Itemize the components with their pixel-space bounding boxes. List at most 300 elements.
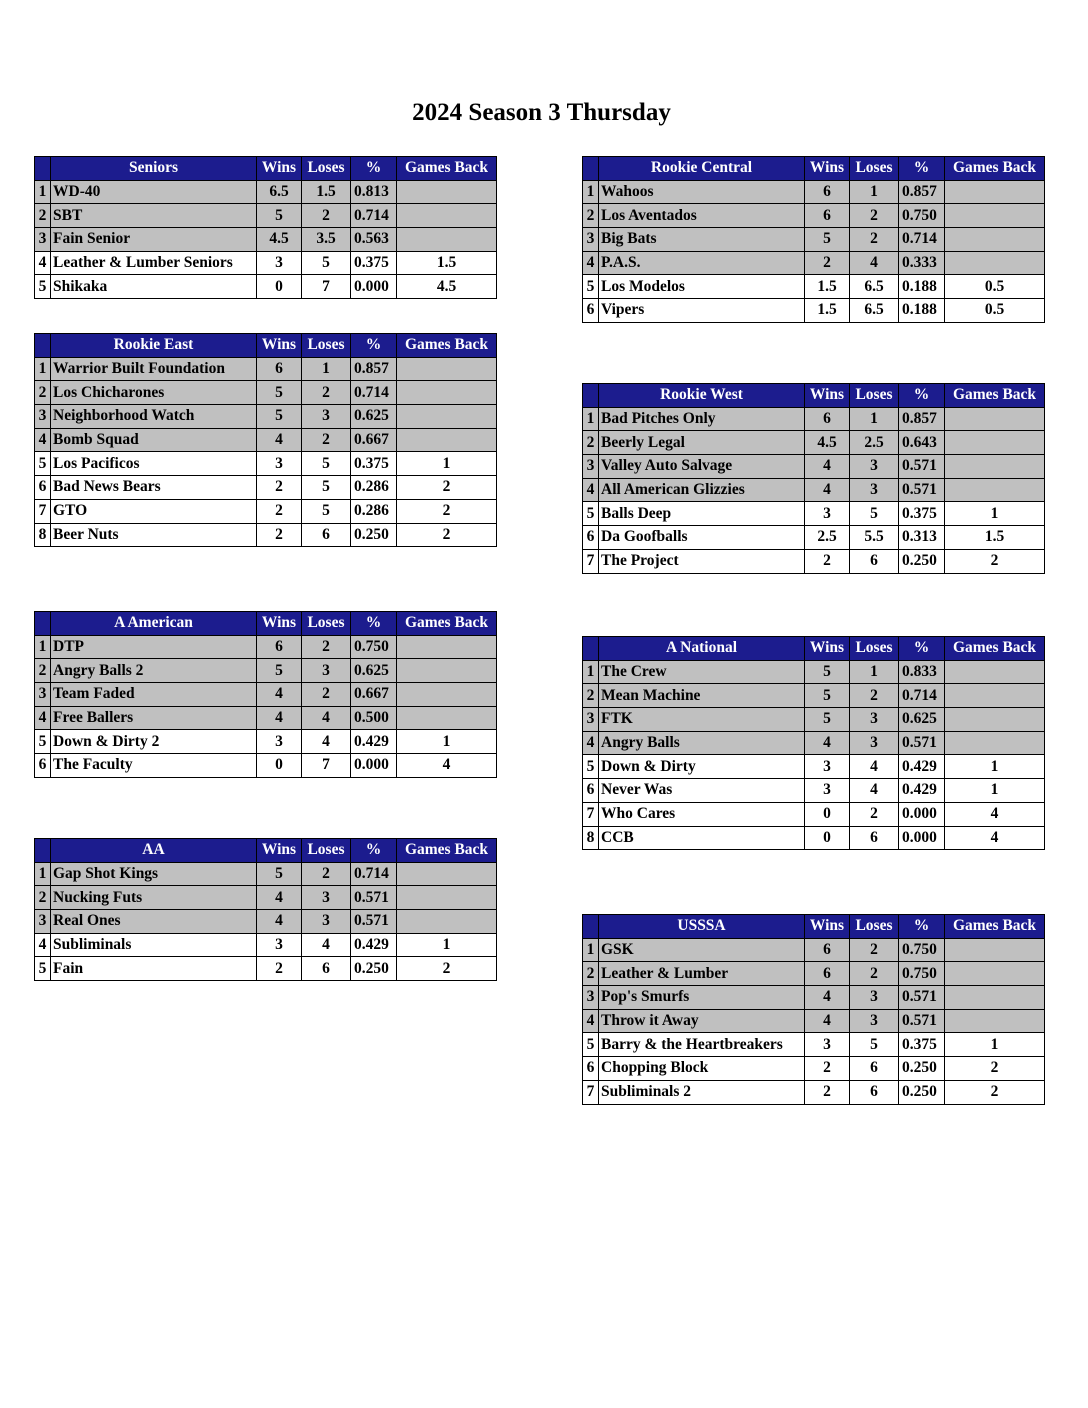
wins-value: 0: [257, 754, 302, 778]
table-row: [583, 731, 1045, 755]
standings-table-aa: [34, 838, 497, 981]
table-row: [583, 1033, 1045, 1057]
games-back-value: [397, 706, 497, 730]
games-back-value: 1: [945, 1033, 1045, 1057]
pct-value: 0.643: [899, 431, 945, 455]
table-header-row: [583, 384, 1045, 408]
pct-value: 0.571: [899, 478, 945, 502]
table-row: [583, 455, 1045, 479]
team-name: Team Faded: [51, 683, 257, 707]
games-back-value: [945, 204, 1045, 228]
wins-value: 2: [805, 251, 850, 275]
table-row: [35, 476, 497, 500]
pct-value: 0.250: [351, 523, 397, 547]
team-name: Fain Senior: [51, 228, 257, 252]
loses-value: 5: [850, 1033, 899, 1057]
loses-header: Loses: [850, 915, 899, 939]
pct-value: 0.571: [351, 910, 397, 934]
pct-value: 0.000: [899, 802, 945, 826]
pct-value: 0.714: [899, 684, 945, 708]
team-rank: 3: [35, 683, 51, 707]
pct-value: 0.313: [899, 526, 945, 550]
games-back-value: 1: [945, 779, 1045, 803]
games-back-value: 2: [945, 1080, 1045, 1104]
team-name: GSK: [599, 938, 805, 962]
loses-value: 2: [850, 802, 899, 826]
loses-value: 5: [850, 502, 899, 526]
wins-value: 4: [805, 478, 850, 502]
loses-value: 3: [302, 910, 351, 934]
wins-value: 5: [257, 659, 302, 683]
games-back-header: Games Back: [397, 612, 497, 636]
pct-value: 0.375: [351, 251, 397, 275]
loses-header: Loses: [302, 612, 351, 636]
wins-value: 4: [257, 910, 302, 934]
games-back-value: [397, 886, 497, 910]
team-name: Bad News Bears: [51, 476, 257, 500]
team-rank: 3: [35, 228, 51, 252]
table-row: [583, 779, 1045, 803]
table-row: [583, 180, 1045, 204]
wins-value: 4: [805, 986, 850, 1010]
pct-value: 0.625: [351, 405, 397, 429]
team-rank: 5: [35, 730, 51, 754]
games-back-value: [397, 381, 497, 405]
team-name: Beer Nuts: [51, 523, 257, 547]
wins-value: 5: [257, 204, 302, 228]
pct-header: %: [899, 384, 945, 408]
team-name: Bad Pitches Only: [599, 407, 805, 431]
team-rank: 5: [583, 1033, 599, 1057]
team-rank: 6: [583, 526, 599, 550]
team-rank: 6: [35, 476, 51, 500]
loses-value: 3: [302, 886, 351, 910]
pct-value: 0.750: [899, 938, 945, 962]
pct-header: %: [351, 612, 397, 636]
team-rank: 3: [35, 910, 51, 934]
games-back-value: 2: [945, 549, 1045, 573]
loses-value: 2: [302, 862, 351, 886]
wins-value: 2: [257, 476, 302, 500]
pct-value: 0.250: [899, 1080, 945, 1104]
wins-value: 3: [805, 755, 850, 779]
rank-header: [35, 334, 51, 358]
division-name: USSSA: [599, 915, 805, 939]
loses-value: 5: [302, 499, 351, 523]
loses-value: 2.5: [850, 431, 899, 455]
wins-value: 6: [805, 407, 850, 431]
pct-header: %: [899, 157, 945, 181]
team-name: Los Aventados: [599, 204, 805, 228]
loses-value: 6.5: [850, 275, 899, 299]
wins-value: 4: [257, 706, 302, 730]
games-back-header: Games Back: [397, 157, 497, 181]
games-back-header: Games Back: [945, 915, 1045, 939]
pct-value: 0.667: [351, 428, 397, 452]
wins-value: 3: [805, 502, 850, 526]
loses-value: 4: [850, 251, 899, 275]
loses-value: 4: [850, 755, 899, 779]
pct-value: 0.563: [351, 228, 397, 252]
wins-value: 4: [805, 455, 850, 479]
pct-value: 0.857: [899, 180, 945, 204]
team-name: Angry Balls 2: [51, 659, 257, 683]
loses-value: 1: [850, 180, 899, 204]
team-rank: 6: [583, 779, 599, 803]
team-rank: 7: [35, 499, 51, 523]
table-row: [35, 730, 497, 754]
table-row: [35, 428, 497, 452]
team-rank: 1: [35, 357, 51, 381]
wins-value: 6: [805, 180, 850, 204]
standings-table-rookie-west: [582, 383, 1045, 574]
pct-value: 0.429: [351, 730, 397, 754]
pct-value: 0.750: [899, 204, 945, 228]
wins-value: 3: [257, 730, 302, 754]
team-rank: 6: [35, 754, 51, 778]
loses-header: Loses: [302, 334, 351, 358]
team-name: Subliminals 2: [599, 1080, 805, 1104]
table-row: [583, 407, 1045, 431]
loses-header: Loses: [302, 157, 351, 181]
games-back-value: [397, 635, 497, 659]
loses-value: 2: [302, 381, 351, 405]
team-rank: 1: [583, 938, 599, 962]
games-back-header: Games Back: [945, 157, 1045, 181]
wins-value: 6: [805, 204, 850, 228]
table-header-row: [35, 612, 497, 636]
division-name: AA: [51, 839, 257, 863]
loses-header: Loses: [302, 839, 351, 863]
wins-value: 5: [805, 660, 850, 684]
wins-value: 2: [257, 957, 302, 981]
games-back-value: [945, 180, 1045, 204]
team-name: Free Ballers: [51, 706, 257, 730]
team-rank: 2: [35, 659, 51, 683]
team-rank: 5: [583, 755, 599, 779]
wins-value: 4: [257, 428, 302, 452]
wins-value: 5: [805, 684, 850, 708]
table-row: [35, 862, 497, 886]
games-back-value: [945, 407, 1045, 431]
loses-value: 2: [302, 683, 351, 707]
team-name: Neighborhood Watch: [51, 405, 257, 429]
table-row: [35, 452, 497, 476]
team-name: Never Was: [599, 779, 805, 803]
team-rank: 7: [583, 1080, 599, 1104]
loses-value: 6: [302, 957, 351, 981]
team-name: Da Goofballs: [599, 526, 805, 550]
pct-value: 0.429: [899, 755, 945, 779]
standings-table-a-american: [34, 611, 497, 778]
games-back-header: Games Back: [397, 839, 497, 863]
team-rank: 2: [583, 204, 599, 228]
team-name: The Crew: [599, 660, 805, 684]
table-row: [35, 933, 497, 957]
team-rank: 2: [35, 381, 51, 405]
team-name: Beerly Legal: [599, 431, 805, 455]
games-back-value: 2: [397, 957, 497, 981]
loses-value: 7: [302, 754, 351, 778]
wins-header: Wins: [257, 157, 302, 181]
wins-value: 4: [805, 1009, 850, 1033]
loses-value: 7: [302, 275, 351, 299]
team-name: The Project: [599, 549, 805, 573]
wins-value: 6: [805, 938, 850, 962]
team-name: Big Bats: [599, 228, 805, 252]
rank-header: [583, 915, 599, 939]
division-name: Rookie East: [51, 334, 257, 358]
pct-value: 0.714: [899, 228, 945, 252]
team-rank: 7: [583, 802, 599, 826]
table-row: [35, 251, 497, 275]
games-back-value: 1.5: [945, 526, 1045, 550]
games-back-value: [397, 910, 497, 934]
rank-header: [583, 157, 599, 181]
loses-value: 2: [302, 204, 351, 228]
division-name: Rookie West: [599, 384, 805, 408]
table-row: [583, 275, 1045, 299]
wins-value: 2: [257, 523, 302, 547]
rank-header: [583, 384, 599, 408]
games-back-value: [397, 862, 497, 886]
table-row: [583, 660, 1045, 684]
rank-header: [35, 839, 51, 863]
loses-value: 5: [302, 476, 351, 500]
team-rank: 5: [583, 502, 599, 526]
loses-value: 4: [302, 706, 351, 730]
team-name: Throw it Away: [599, 1009, 805, 1033]
table-row: [583, 478, 1045, 502]
loses-value: 3: [850, 731, 899, 755]
standings-table-rookie-central: [582, 156, 1045, 323]
pct-value: 0.286: [351, 499, 397, 523]
loses-value: 1: [850, 407, 899, 431]
team-name: DTP: [51, 635, 257, 659]
team-rank: 2: [583, 431, 599, 455]
pct-header: %: [351, 334, 397, 358]
pct-value: 0.375: [899, 1033, 945, 1057]
rank-header: [35, 612, 51, 636]
team-rank: 4: [583, 478, 599, 502]
team-rank: 1: [35, 862, 51, 886]
wins-value: 0: [257, 275, 302, 299]
wins-value: 4: [805, 731, 850, 755]
loses-value: 2: [850, 962, 899, 986]
pct-value: 0.429: [351, 933, 397, 957]
wins-value: 6: [257, 357, 302, 381]
games-back-value: [945, 431, 1045, 455]
pct-value: 0.571: [899, 731, 945, 755]
rank-header: [35, 157, 51, 181]
wins-header: Wins: [805, 637, 850, 661]
games-back-value: [945, 986, 1045, 1010]
team-rank: 3: [35, 405, 51, 429]
games-back-value: [945, 251, 1045, 275]
team-name: Vipers: [599, 299, 805, 323]
loses-value: 5.5: [850, 526, 899, 550]
division-name: A National: [599, 637, 805, 661]
pct-value: 0.286: [351, 476, 397, 500]
wins-value: 2: [805, 1057, 850, 1081]
table-row: [35, 204, 497, 228]
pct-header: %: [899, 915, 945, 939]
games-back-value: 1.5: [397, 251, 497, 275]
pct-value: 0.750: [899, 962, 945, 986]
wins-value: 5: [257, 862, 302, 886]
team-name: Wahoos: [599, 180, 805, 204]
pct-value: 0.188: [899, 275, 945, 299]
team-name: The Faculty: [51, 754, 257, 778]
team-name: Barry & the Heartbreakers: [599, 1033, 805, 1057]
team-rank: 8: [583, 826, 599, 850]
wins-value: 2: [805, 1080, 850, 1104]
loses-header: Loses: [850, 384, 899, 408]
wins-value: 3: [805, 779, 850, 803]
games-back-value: 4: [397, 754, 497, 778]
games-back-value: 1: [945, 755, 1045, 779]
games-back-value: [397, 180, 497, 204]
loses-value: 2: [302, 428, 351, 452]
wins-value: 6: [805, 962, 850, 986]
games-back-header: Games Back: [945, 384, 1045, 408]
table-row: [35, 754, 497, 778]
wins-value: 3: [257, 933, 302, 957]
team-rank: 2: [35, 204, 51, 228]
pct-value: 0.571: [899, 986, 945, 1010]
games-back-value: [945, 1009, 1045, 1033]
pct-value: 0.571: [351, 886, 397, 910]
loses-value: 3: [302, 405, 351, 429]
team-rank: 5: [35, 275, 51, 299]
wins-value: 2: [805, 549, 850, 573]
loses-value: 2: [302, 635, 351, 659]
pct-value: 0.750: [351, 635, 397, 659]
pct-value: 0.429: [899, 779, 945, 803]
loses-value: 6: [850, 549, 899, 573]
team-rank: 4: [35, 706, 51, 730]
pct-value: 0.714: [351, 204, 397, 228]
team-rank: 6: [583, 1057, 599, 1081]
loses-header: Loses: [850, 157, 899, 181]
team-name: Real Ones: [51, 910, 257, 934]
games-back-value: 2: [397, 523, 497, 547]
loses-value: 1: [850, 660, 899, 684]
games-back-value: 4.5: [397, 275, 497, 299]
loses-value: 3: [850, 1009, 899, 1033]
team-name: Chopping Block: [599, 1057, 805, 1081]
team-name: Down & Dirty 2: [51, 730, 257, 754]
table-row: [583, 299, 1045, 323]
wins-value: 6.5: [257, 180, 302, 204]
loses-value: 5: [302, 452, 351, 476]
team-name: Fain: [51, 957, 257, 981]
table-row: [35, 886, 497, 910]
games-back-value: 2: [397, 499, 497, 523]
games-back-value: [945, 731, 1045, 755]
team-rank: 4: [583, 731, 599, 755]
games-back-value: 2: [945, 1057, 1045, 1081]
loses-value: 4: [850, 779, 899, 803]
table-row: [35, 357, 497, 381]
pct-value: 0.714: [351, 381, 397, 405]
loses-value: 3: [850, 708, 899, 732]
wins-header: Wins: [257, 839, 302, 863]
team-rank: 1: [35, 180, 51, 204]
team-rank: 7: [583, 549, 599, 573]
team-rank: 2: [583, 684, 599, 708]
table-row: [583, 549, 1045, 573]
team-rank: 4: [35, 933, 51, 957]
team-name: Balls Deep: [599, 502, 805, 526]
pct-value: 0.813: [351, 180, 397, 204]
table-header-row: [583, 915, 1045, 939]
wins-header: Wins: [805, 384, 850, 408]
wins-value: 4.5: [805, 431, 850, 455]
table-row: [35, 910, 497, 934]
table-row: [583, 755, 1045, 779]
games-back-value: [945, 660, 1045, 684]
loses-value: 2: [850, 938, 899, 962]
team-name: Who Cares: [599, 802, 805, 826]
team-name: Los Pacificos: [51, 452, 257, 476]
team-name: Los Modelos: [599, 275, 805, 299]
table-row: [583, 431, 1045, 455]
wins-value: 4.5: [257, 228, 302, 252]
loses-value: 2: [850, 204, 899, 228]
games-back-value: 1: [397, 452, 497, 476]
team-name: Leather & Lumber Seniors: [51, 251, 257, 275]
wins-value: 3: [257, 452, 302, 476]
wins-value: 2: [257, 499, 302, 523]
team-rank: 8: [35, 523, 51, 547]
loses-value: 6.5: [850, 299, 899, 323]
wins-value: 0: [805, 802, 850, 826]
table-row: [583, 1080, 1045, 1104]
team-name: WD-40: [51, 180, 257, 204]
table-row: [583, 938, 1045, 962]
loses-value: 3: [850, 455, 899, 479]
loses-value: 6: [850, 1057, 899, 1081]
table-row: [35, 523, 497, 547]
loses-header: Loses: [850, 637, 899, 661]
wins-value: 3: [257, 251, 302, 275]
division-name: A American: [51, 612, 257, 636]
team-name: Shikaka: [51, 275, 257, 299]
team-rank: 5: [35, 957, 51, 981]
loses-value: 6: [850, 826, 899, 850]
team-rank: 6: [583, 299, 599, 323]
pct-value: 0.333: [899, 251, 945, 275]
team-rank: 3: [583, 708, 599, 732]
pct-value: 0.667: [351, 683, 397, 707]
table-row: [583, 526, 1045, 550]
team-name: Bomb Squad: [51, 428, 257, 452]
wins-value: 4: [257, 886, 302, 910]
pct-value: 0.714: [351, 862, 397, 886]
games-back-value: 1: [397, 933, 497, 957]
games-back-value: 4: [945, 802, 1045, 826]
pct-value: 0.571: [899, 455, 945, 479]
games-back-header: Games Back: [397, 334, 497, 358]
pct-header: %: [899, 637, 945, 661]
pct-header: %: [351, 839, 397, 863]
team-name: FTK: [599, 708, 805, 732]
team-rank: 2: [35, 886, 51, 910]
games-back-value: [945, 938, 1045, 962]
team-name: Valley Auto Salvage: [599, 455, 805, 479]
team-rank: 1: [35, 635, 51, 659]
